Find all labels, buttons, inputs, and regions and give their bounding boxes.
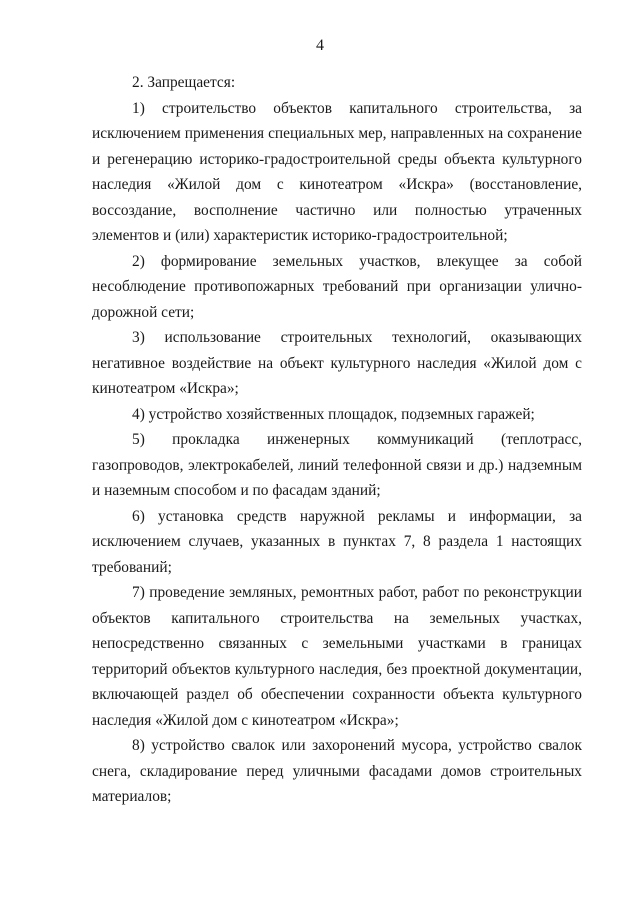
- list-item-8: 8) устройство свалок или захоронений мусора, устройство свалок снега, складирование перед уличными фасадами домов строительных материалов;: [92, 737, 582, 805]
- list-item-5: 5) прокладка инженерных коммуникаций (теплотрасс, газопроводов, электрокабелей, линий телефонной связи и др.) надземным и наземным способом и по фасадам зданий;: [92, 431, 582, 499]
- list-item-3: 3) использование строительных технологий, оказывающих негативное воздействие на объект культурного наследия «Жилой дом с кинотеатром «Искра»;: [92, 329, 582, 397]
- list-item-4: 4) устройство хозяйственных площадок, подземных гаражей;: [132, 405, 535, 423]
- page-number: 4: [316, 37, 324, 54]
- list-item-1: 1) строительство объектов капитального строительства, за исключением применения специальных мер, направленных на сохранение и регенерацию историко-градостроительной среды объекта культурного наследия «Жилой дом с кинотеатром «Искра» (восстановление, воссоздание, восполнение частично или полностью утраченных элементов и (или) характеристик историко-градостроительной;: [92, 99, 582, 244]
- list-item-6: 6) установка средств наружной рекламы и информации, за исключением случаев, указанных в пунктах 7, 8 раздела 1 настоящих требований;: [92, 507, 582, 576]
- list-item-7: 7) проведение земляных, ремонтных работ, работ по реконструкции объектов капитального строительства на земельных участках, непосредственно связанных с земельными участками в границах территорий объектов культурного наследия, без проектной документации, включающей раздел об обеспечении сохранности объекта культурного наследия «Жилой дом с кинотеатром «Искра»;: [92, 584, 582, 729]
- list-item-2: 2) формирование земельных участков, влекущее за собой несоблюдение противопожарных требований при организации улично-дорожной сети;: [92, 252, 582, 321]
- section-heading: 2. Запрещается:: [132, 74, 236, 91]
- document-body: [92, 70, 582, 810]
